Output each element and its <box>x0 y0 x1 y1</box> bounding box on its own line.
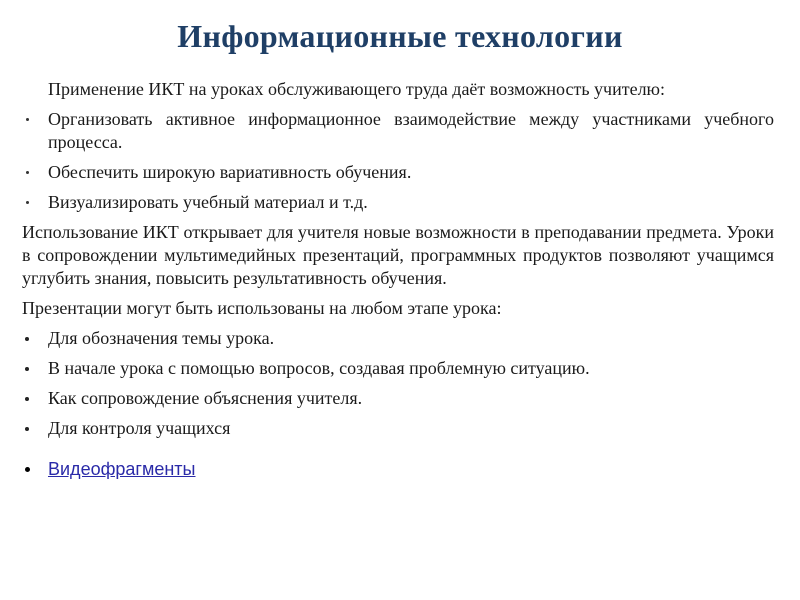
list-item <box>22 387 774 410</box>
presentations-intro: Презентации могут быть использованы на любом этапе урока: <box>22 298 502 318</box>
video-link-item <box>22 458 774 481</box>
list-item-text: Обеспечить широкую вариативность обучения. <box>48 162 412 182</box>
bullet-icon <box>26 201 29 204</box>
ikt-paragraph: Использование ИКТ открывает для учителя новые возможности в преподавании предмета. Уроки в сопровождении мультимедийных презентаций, программных продуктов позволяют учащимся углубить знания, повысить результативность обучения. <box>22 222 774 288</box>
list-item <box>22 357 774 380</box>
bullet-icon <box>25 397 29 401</box>
list-item-text: Визуализировать учебный материал и т.д. <box>48 192 368 212</box>
list-item <box>22 161 774 184</box>
list-item-text: Для обозначения темы урока. <box>48 328 275 348</box>
bullet-icon <box>26 118 29 121</box>
list-item-text: Как сопровождение объяснения учителя. <box>48 388 363 408</box>
list-item <box>22 191 774 214</box>
slide-title: Информационные технологии <box>177 18 623 54</box>
intro-text: Применение ИКТ на уроках обслуживающего труда даёт возможность учителю: <box>48 79 666 99</box>
bullet-icon <box>25 467 30 472</box>
list-item <box>22 108 774 154</box>
list-item-text: В начале урока с помощью вопросов, создавая проблемную ситуацию. <box>48 358 590 378</box>
list-item <box>22 327 774 350</box>
bullet-icon <box>25 367 29 371</box>
bullet-icon <box>25 427 29 431</box>
list-item-text: Для контроля учащихся <box>48 418 231 438</box>
slide-body <box>22 78 774 488</box>
list-item <box>22 417 774 440</box>
video-fragments-link[interactable]: Видеофрагменты <box>48 459 196 479</box>
bullet-icon <box>25 337 29 341</box>
list-item-text: Организовать активное информационное взаимодействие между участниками учебного процесса. <box>48 109 774 152</box>
bullet-icon <box>26 171 29 174</box>
